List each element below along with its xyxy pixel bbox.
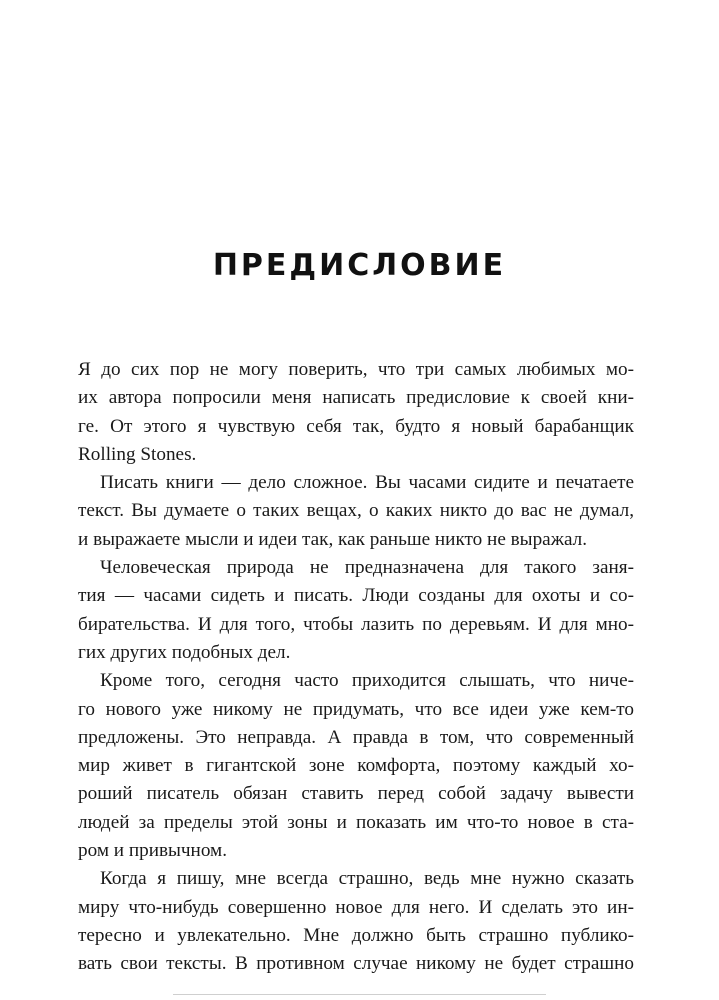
text-line: предложены. Это неправда. А правда в том, что современный <box>78 726 634 748</box>
paragraph <box>78 865 634 978</box>
paragraph <box>78 667 634 865</box>
text-line: го нового уже никому не придумать, что все идеи уже кем-то <box>78 698 634 720</box>
text-line: гих других подобных дел. <box>78 641 291 663</box>
text-line: вать свои тексты. В противном случае никому не будет страшно <box>78 953 634 975</box>
text-line: Когда я пишу, мне всегда страшно, ведь мне нужно сказать <box>100 868 634 890</box>
text-line: Писать книги — дело сложное. Вы часами сидите и печатаете <box>100 472 634 494</box>
text-line: тересно и увлекательно. Мне должно быть страшно публико- <box>78 924 634 946</box>
text-line: Кроме того, сегодня часто приходится слышать, что ниче- <box>100 670 634 692</box>
text-line: миру что-нибудь совершенно новое для него. И сделать это ин- <box>78 896 634 918</box>
paragraph <box>78 469 634 554</box>
text-line: роший писатель обязан ставить перед собой задачу вывести <box>78 783 634 805</box>
text-line: Человеческая природа не предназначена для такого заня- <box>100 557 634 579</box>
text-line: Я до сих пор не могу поверить, что три самых любимых мо- <box>78 359 634 380</box>
text-line: людей за пределы этой зоны и показать им что-то новое в ста- <box>78 811 634 833</box>
text-line: ге. От этого я чувствую себя так, будто я новый барабанщик <box>78 415 634 437</box>
paragraph <box>78 554 634 667</box>
text-line: мир живет в гигантской зоне комфорта, поэтому каждый хо- <box>78 755 634 777</box>
page-divider <box>173 994 546 995</box>
paragraph <box>78 356 634 469</box>
text-line: их автора попросили меня написать предисловие к своей кни- <box>78 387 634 409</box>
text-line: бирательства. И для того, чтобы лазить по деревьям. И для мно- <box>78 613 634 635</box>
text-line: ром и привычном. <box>78 840 227 862</box>
chapter-title: ПРЕДИСЛОВИЕ <box>212 248 507 283</box>
text-line: тия — часами сидеть и писать. Люди созданы для охоты и со- <box>78 585 634 607</box>
text-line: текст. Вы думаете о таких вещах, о каких никто до вас не думал, <box>78 500 634 522</box>
text-line: и выражаете мысли и идеи так, как раньше никто не выражал. <box>78 528 588 550</box>
body-text <box>78 356 634 979</box>
text-line: Rolling Stones. <box>78 443 197 465</box>
